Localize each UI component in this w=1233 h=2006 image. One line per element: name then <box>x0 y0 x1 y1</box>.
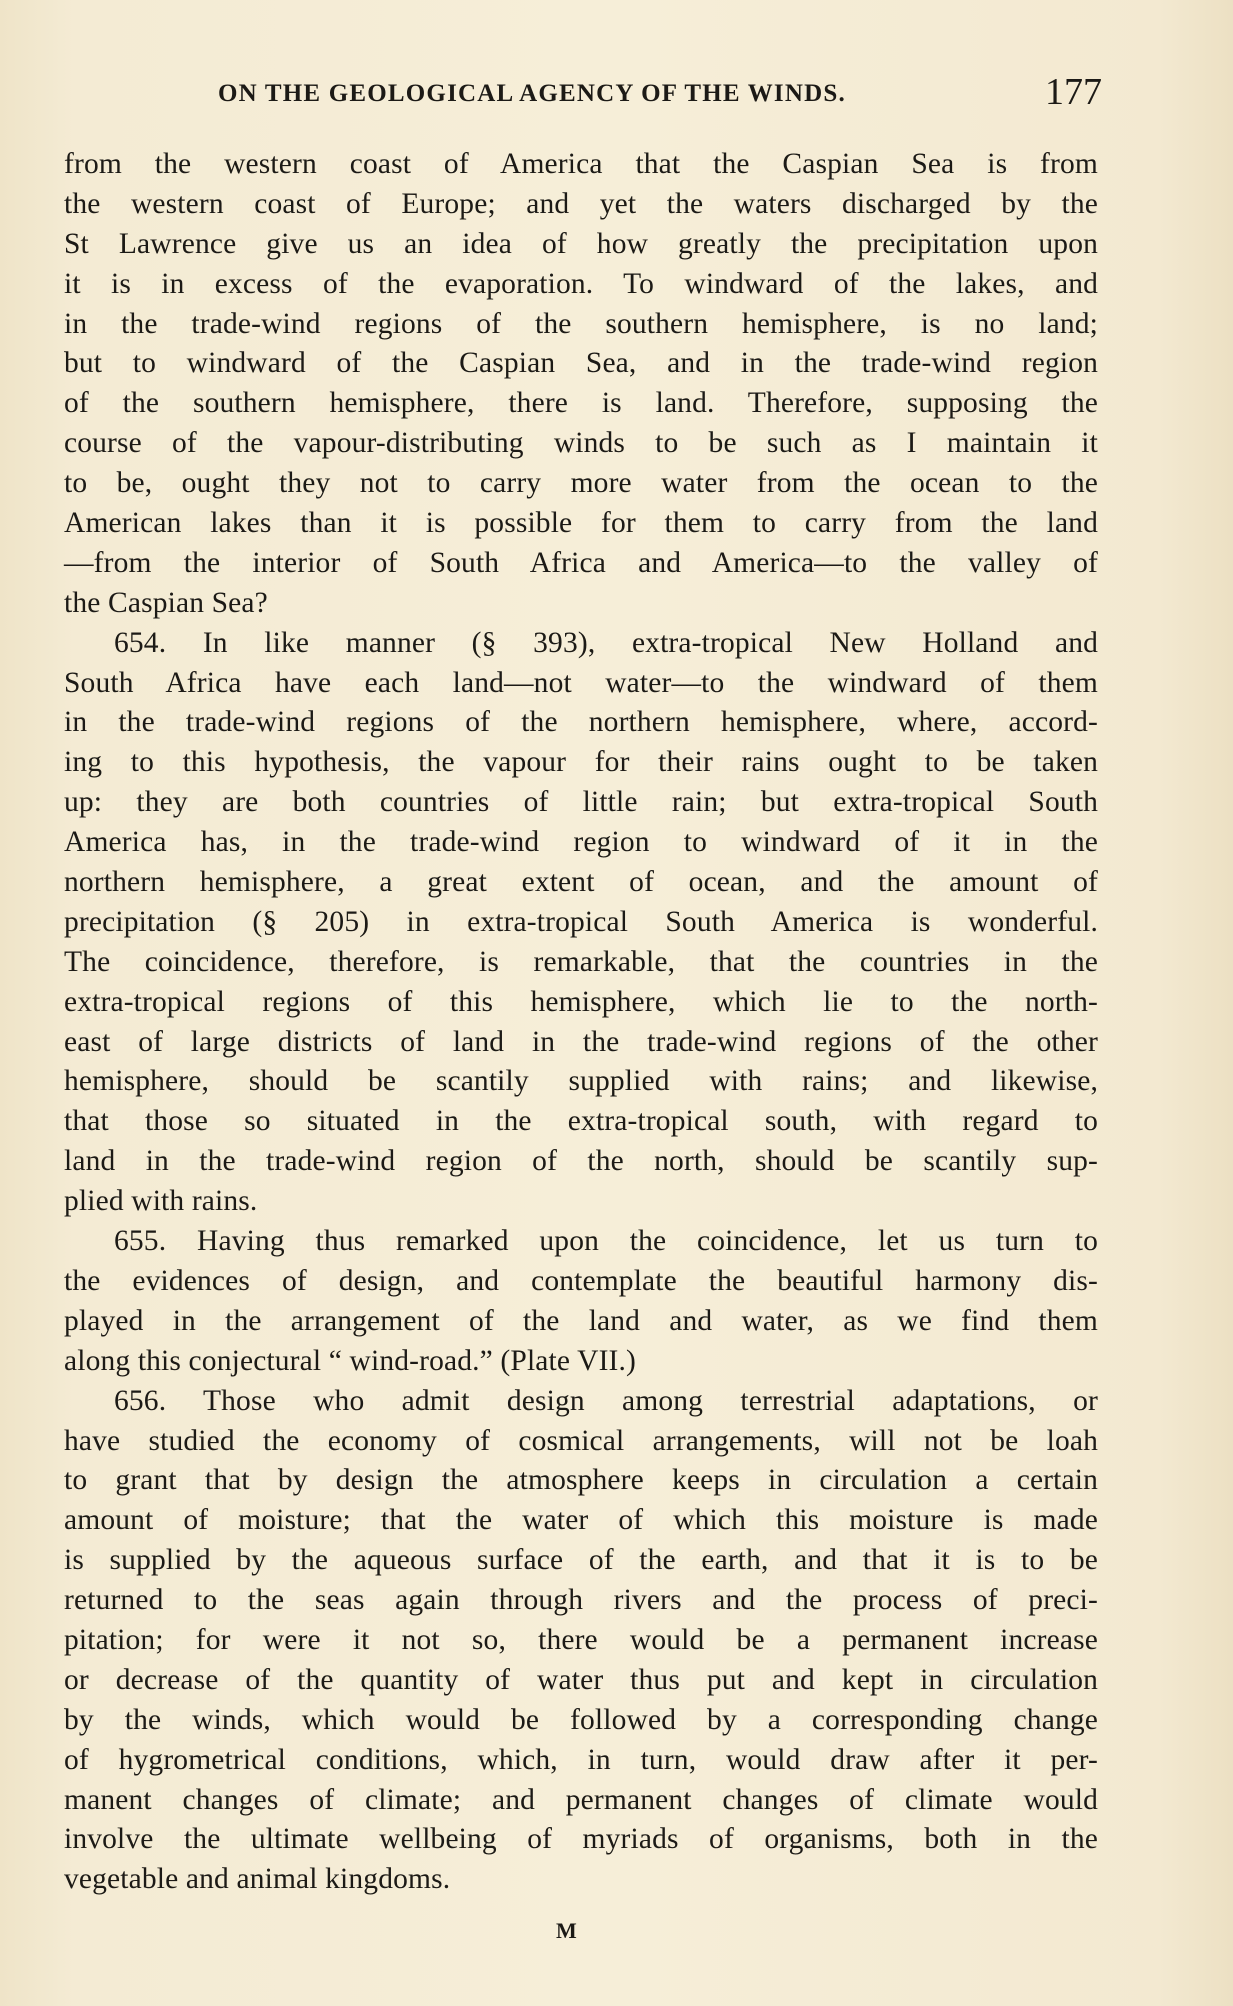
text-line: east of large districts of land in the trade-wind regions of the other <box>64 1025 1098 1058</box>
text-line: manent changes of climate; and permanent changes of climate would <box>64 1783 1098 1816</box>
text-line: ing to this hypothesis, the vapour for their rains ought to be taken <box>64 746 1098 779</box>
text-line: from the western coast of America that the Caspian Sea is from <box>64 148 1098 180</box>
text-line: to be, ought they not to carry more water from the ocean to the <box>64 467 1098 500</box>
text-line: along this conjectural “ wind-road.” (Plate VII.) <box>64 1344 637 1377</box>
text-line: St Lawrence give us an idea of how greatly the precipitation upon <box>64 227 1098 260</box>
text-line: of hygrometrical conditions, which, in turn, would draw after it per- <box>64 1743 1098 1776</box>
text-line: The coincidence, therefore, is remarkable, that the countries in the <box>64 945 1098 978</box>
text-line: of the southern hemisphere, there is land. Therefore, supposing the <box>64 387 1098 420</box>
text-line: course of the vapour-distributing winds to be such as I maintain it <box>64 427 1098 460</box>
running-head: ON THE GEOLOGICAL AGENCY OF THE WINDS. <box>218 80 846 107</box>
text-line: in the trade-wind regions of the northern hemisphere, where, accord- <box>64 706 1098 739</box>
text-line: played in the arrangement of the land and water, as we find them <box>64 1304 1098 1337</box>
text-line: amount of moisture; that the water of which this moisture is made <box>64 1504 1098 1537</box>
text-line: up: they are both countries of little rain; but extra-tropical South <box>64 786 1098 819</box>
text-line: vegetable and animal kingdoms. <box>64 1863 451 1896</box>
text-line: pitation; for were it not so, there would be a permanent increase <box>64 1623 1098 1656</box>
text-line: involve the ultimate wellbeing of myriads of organisms, both in the <box>64 1823 1098 1856</box>
text-line: returned to the seas again through rivers and the process of preci- <box>64 1584 1098 1617</box>
page-number: 177 <box>1045 71 1102 113</box>
text-line: South Africa have each land—not water—to the windward of them <box>64 666 1098 699</box>
text-line: by the winds, which would be followed by a corresponding change <box>64 1703 1098 1736</box>
text-line: American lakes than it is possible for them to carry from the land <box>64 507 1098 540</box>
text-line: is supplied by the aqueous surface of the earth, and that it is to be <box>64 1544 1098 1577</box>
text-line: extra-tropical regions of this hemisphere, which lie to the north- <box>64 985 1098 1018</box>
signature-mark: M <box>556 1918 578 1943</box>
text-line: in the trade-wind regions of the southern hemisphere, is no land; <box>64 307 1098 340</box>
text-line: but to windward of the Caspian Sea, and in the trade-wind region <box>64 347 1098 380</box>
text-line: plied with rains. <box>64 1185 258 1218</box>
paragraph-654-start: 654. In like manner (§ 393), extra-tropical New Holland and <box>114 626 1098 659</box>
text-line: it is in excess of the evaporation. To windward of the lakes, and <box>64 267 1098 300</box>
text-line: the western coast of Europe; and yet the waters discharged by the <box>64 187 1098 220</box>
text-line: land in the trade-wind region of the north, should be scantily sup- <box>64 1145 1098 1178</box>
paragraph-655-start: 655. Having thus remarked upon the coincidence, let us turn to <box>114 1225 1098 1258</box>
text-line: the evidences of design, and contemplate the beautiful harmony dis- <box>64 1264 1098 1297</box>
text-line: or decrease of the quantity of water thus put and kept in circulation <box>64 1663 1098 1696</box>
text-line: precipitation (§ 205) in extra-tropical South America is wonderful. <box>64 905 1098 938</box>
text-line: hemisphere, should be scantily supplied with rains; and likewise, <box>64 1065 1098 1098</box>
text-line: have studied the economy of cosmical arrangements, will not be loah <box>64 1424 1098 1457</box>
text-line: to grant that by design the atmosphere keeps in circulation a certain <box>64 1464 1098 1497</box>
page-header <box>218 70 1102 114</box>
paragraph-656-start: 656. Those who admit design among terrestrial adaptations, or <box>114 1384 1098 1417</box>
text-line: the Caspian Sea? <box>64 586 268 619</box>
text-line: that those so situated in the extra-tropical south, with regard to <box>64 1105 1098 1138</box>
text-line: —from the interior of South Africa and America—to the valley of <box>64 546 1098 579</box>
text-line: northern hemisphere, a great extent of ocean, and the amount of <box>64 866 1098 899</box>
body-text <box>64 145 1098 1900</box>
text-line: America has, in the trade-wind region to windward of it in the <box>64 826 1098 859</box>
